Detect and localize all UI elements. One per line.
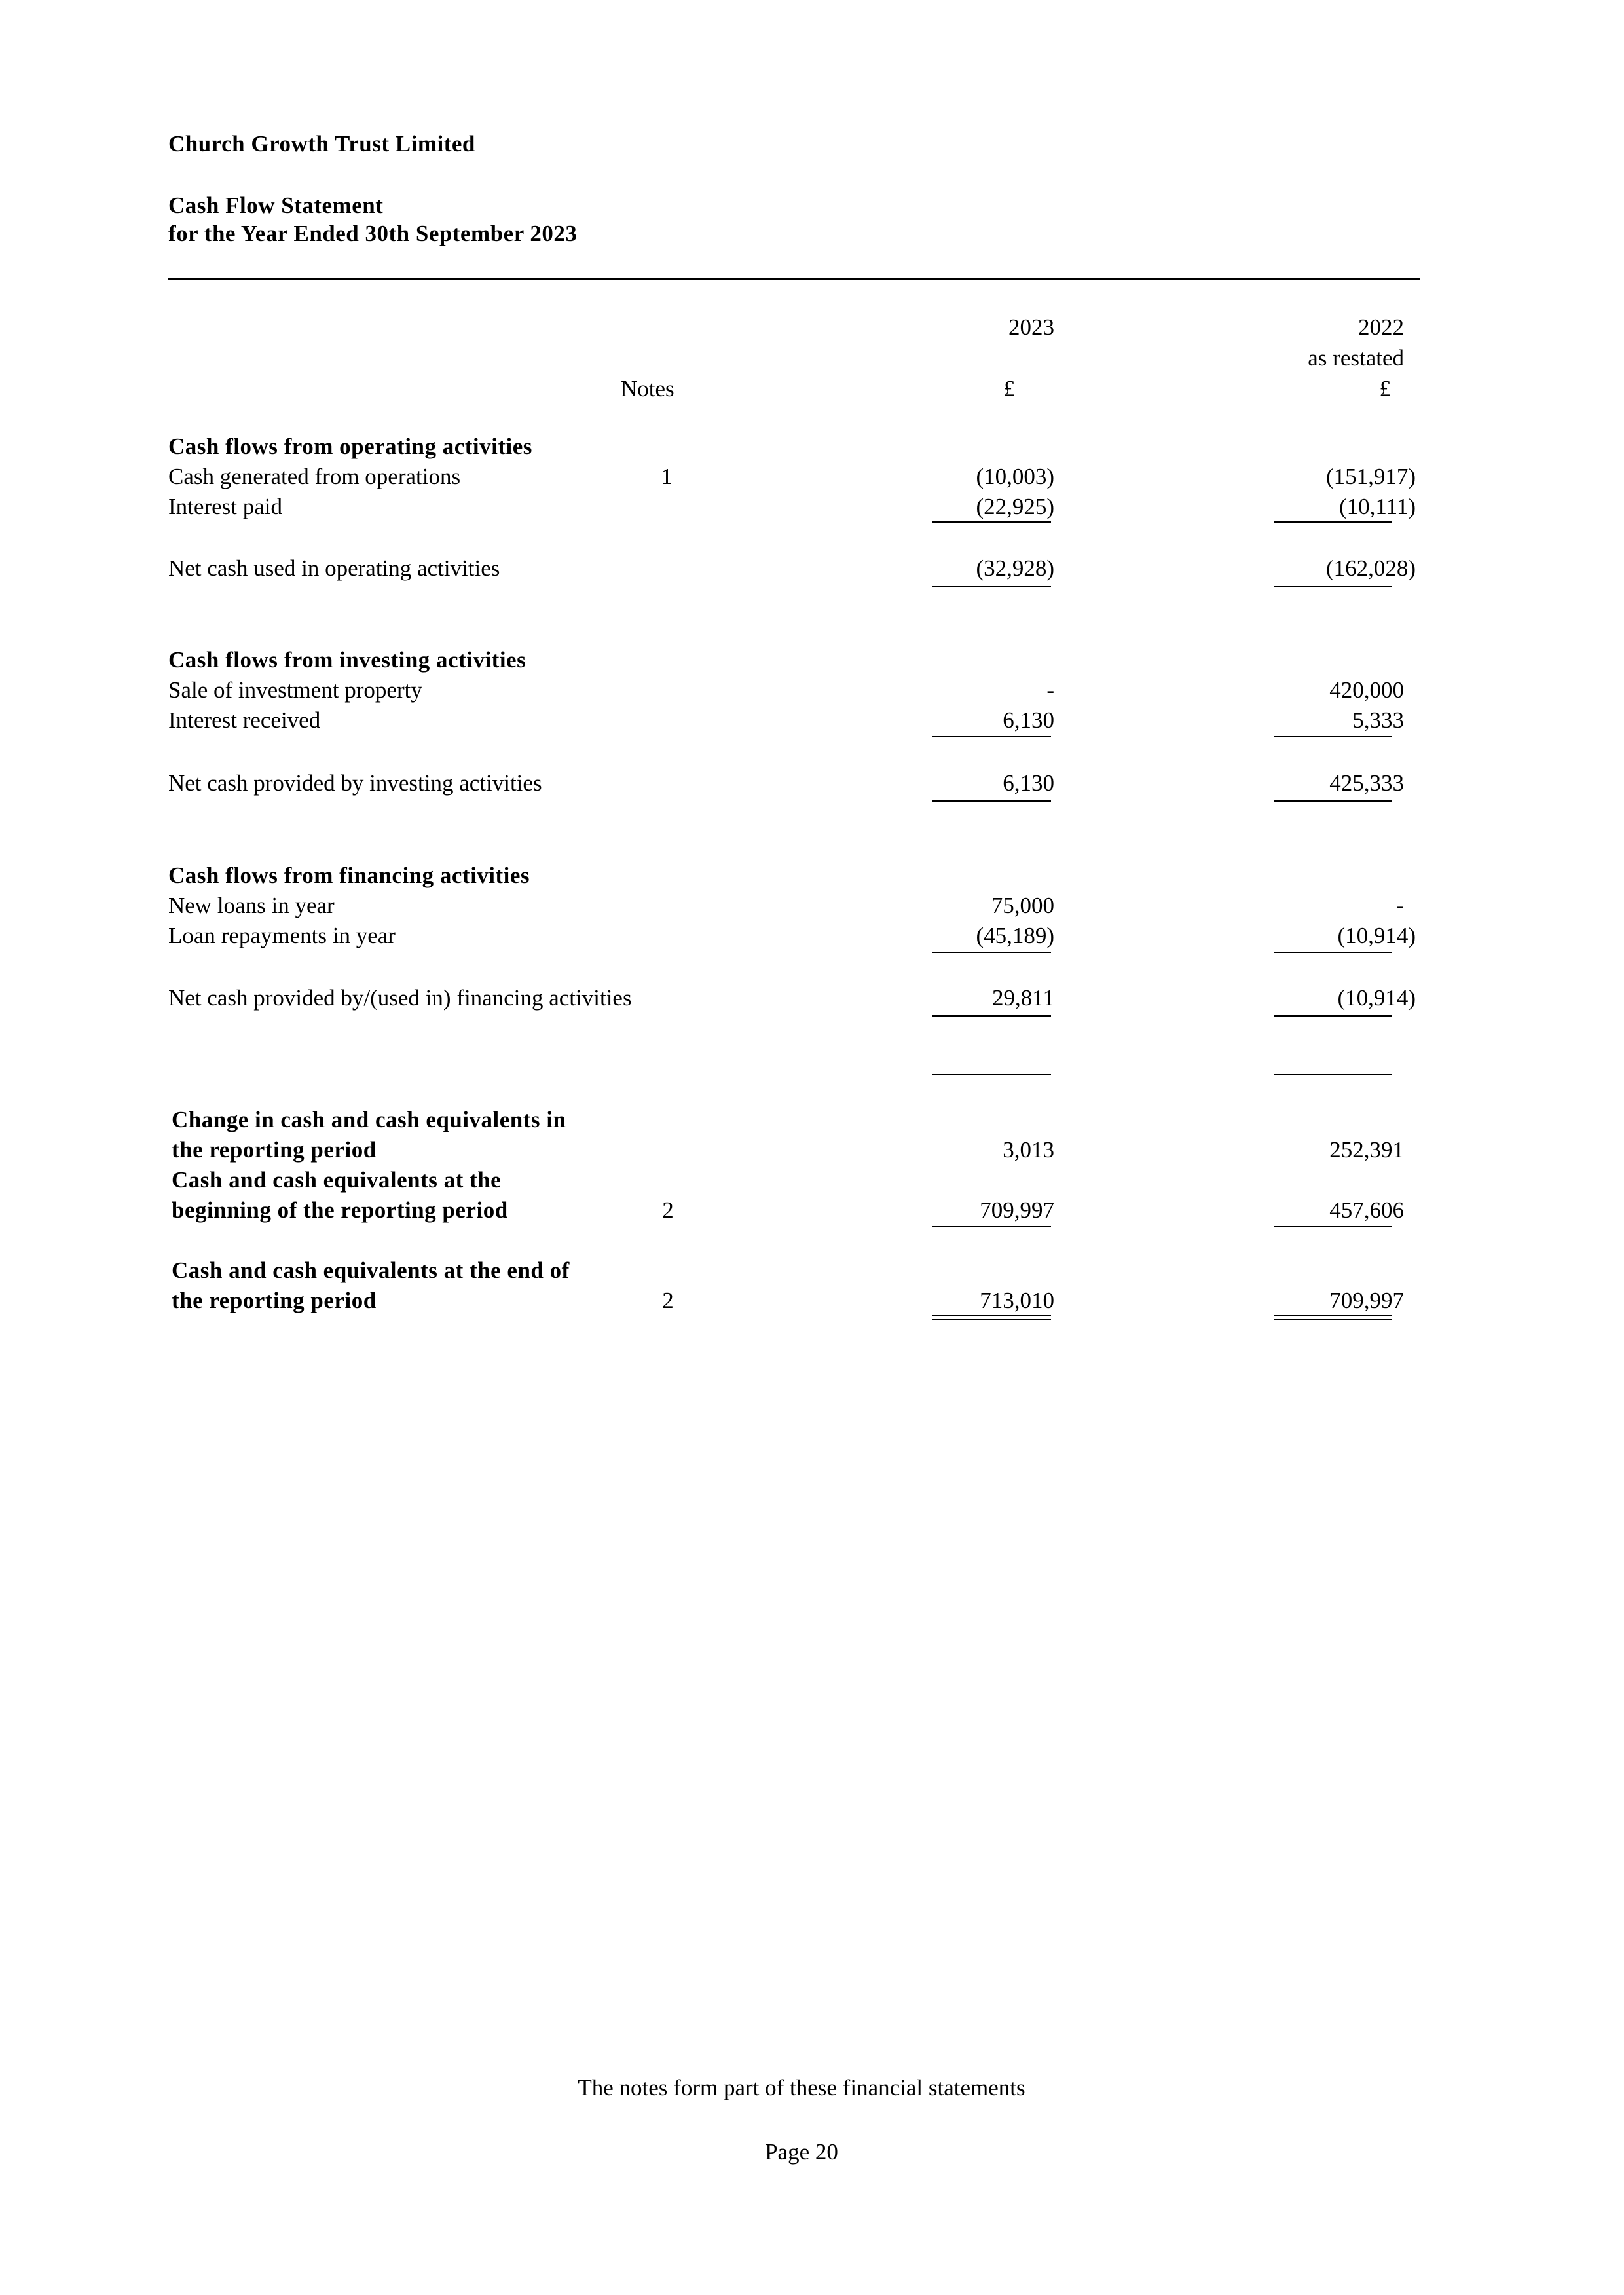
row-value-2023: (10,003): [976, 464, 1054, 489]
subtotal-rule: [932, 952, 1051, 953]
total-value-2023: 6,130: [1003, 770, 1054, 796]
total-rule: [1274, 800, 1392, 802]
statement-title: Cash Flow Statement: [168, 193, 384, 218]
total-label: Net cash used in operating activities: [168, 555, 500, 581]
begin-label-line2: beginning of the reporting period: [172, 1197, 508, 1223]
total-rule: [1274, 1015, 1392, 1017]
financing-heading: Cash flows from financing activities: [168, 863, 530, 888]
row-label: New loans in year: [168, 893, 335, 918]
total-value-2022: (162,028): [1325, 555, 1416, 581]
end-value-2023: 713,010: [980, 1288, 1054, 1313]
row-value-2023: -: [1046, 677, 1054, 703]
subtotal-rule: [932, 1226, 1051, 1227]
column-year-prior: 2022: [1358, 314, 1404, 340]
total-value-2022: (10,914): [1337, 985, 1416, 1011]
total-rule: [1274, 586, 1392, 587]
end-label-line2: the reporting period: [172, 1288, 377, 1313]
column-notes: Notes: [621, 376, 674, 401]
subtotal-rule: [1274, 736, 1392, 737]
row-label: Loan repayments in year: [168, 923, 396, 948]
row-label: Interest received: [168, 707, 321, 733]
end-note: 2: [662, 1288, 674, 1313]
change-value-2022: 252,391: [1329, 1137, 1404, 1163]
currency-prior: £: [1379, 376, 1391, 401]
row-value-2022: -: [1396, 893, 1404, 918]
total-rule: [932, 800, 1051, 802]
summary-rule: [1274, 1074, 1392, 1075]
currency-current: £: [1003, 376, 1015, 401]
change-label-line1: Change in cash and cash equivalents in: [172, 1107, 566, 1132]
summary-rule: [932, 1074, 1051, 1075]
column-prior-restated: as restated: [1308, 345, 1404, 371]
total-label: Net cash provided by investing activities: [168, 770, 542, 796]
total-value-2023: (32,928): [976, 555, 1054, 581]
statement-period: for the Year Ended 30th September 2023: [168, 221, 578, 246]
row-value-2022: (10,111): [1339, 494, 1416, 519]
row-label: Interest paid: [168, 494, 282, 519]
total-value-2022: 425,333: [1329, 770, 1404, 796]
row-value-2023: (22,925): [976, 494, 1054, 519]
page-number: Page 20: [765, 2139, 838, 2165]
end-value-2022: 709,997: [1329, 1288, 1404, 1313]
row-note: 1: [661, 464, 673, 489]
begin-value-2022: 457,606: [1329, 1197, 1404, 1223]
change-value-2023: 3,013: [1003, 1137, 1054, 1163]
total-value-2023: 29,811: [992, 985, 1054, 1011]
subtotal-rule: [932, 736, 1051, 737]
subtotal-rule: [1274, 521, 1392, 523]
footer-note: The notes form part of these financial statements: [578, 2075, 1025, 2100]
begin-note: 2: [662, 1197, 674, 1223]
subtotal-rule: [1274, 952, 1392, 953]
row-value-2023: 75,000: [991, 893, 1054, 918]
row-label: Sale of investment property: [168, 677, 422, 703]
row-value-2022: 420,000: [1329, 677, 1404, 703]
change-label-line2: the reporting period: [172, 1137, 377, 1163]
column-year-current: 2023: [1008, 314, 1054, 340]
subtotal-rule: [932, 521, 1051, 523]
total-rule: [932, 1015, 1051, 1017]
row-value-2022: 5,333: [1352, 707, 1404, 733]
begin-label-line1: Cash and cash equivalents at the: [172, 1167, 502, 1193]
begin-value-2023: 709,997: [980, 1197, 1054, 1223]
header-divider: [168, 278, 1420, 280]
total-rule: [932, 586, 1051, 587]
row-value-2023: 6,130: [1003, 707, 1054, 733]
row-label: Cash generated from operations: [168, 464, 461, 489]
company-name: Church Growth Trust Limited: [168, 131, 475, 157]
final-double-rule: [1274, 1315, 1392, 1320]
operating-heading: Cash flows from operating activities: [168, 434, 532, 459]
end-label-line1: Cash and cash equivalents at the end of: [172, 1258, 570, 1283]
row-value-2023: (45,189): [976, 923, 1054, 948]
subtotal-rule: [1274, 1226, 1392, 1227]
total-label: Net cash provided by/(used in) financing activities: [168, 985, 632, 1011]
row-value-2022: (10,914): [1337, 923, 1416, 948]
investing-heading: Cash flows from investing activities: [168, 647, 526, 673]
final-double-rule: [932, 1315, 1051, 1320]
row-value-2022: (151,917): [1325, 464, 1416, 489]
